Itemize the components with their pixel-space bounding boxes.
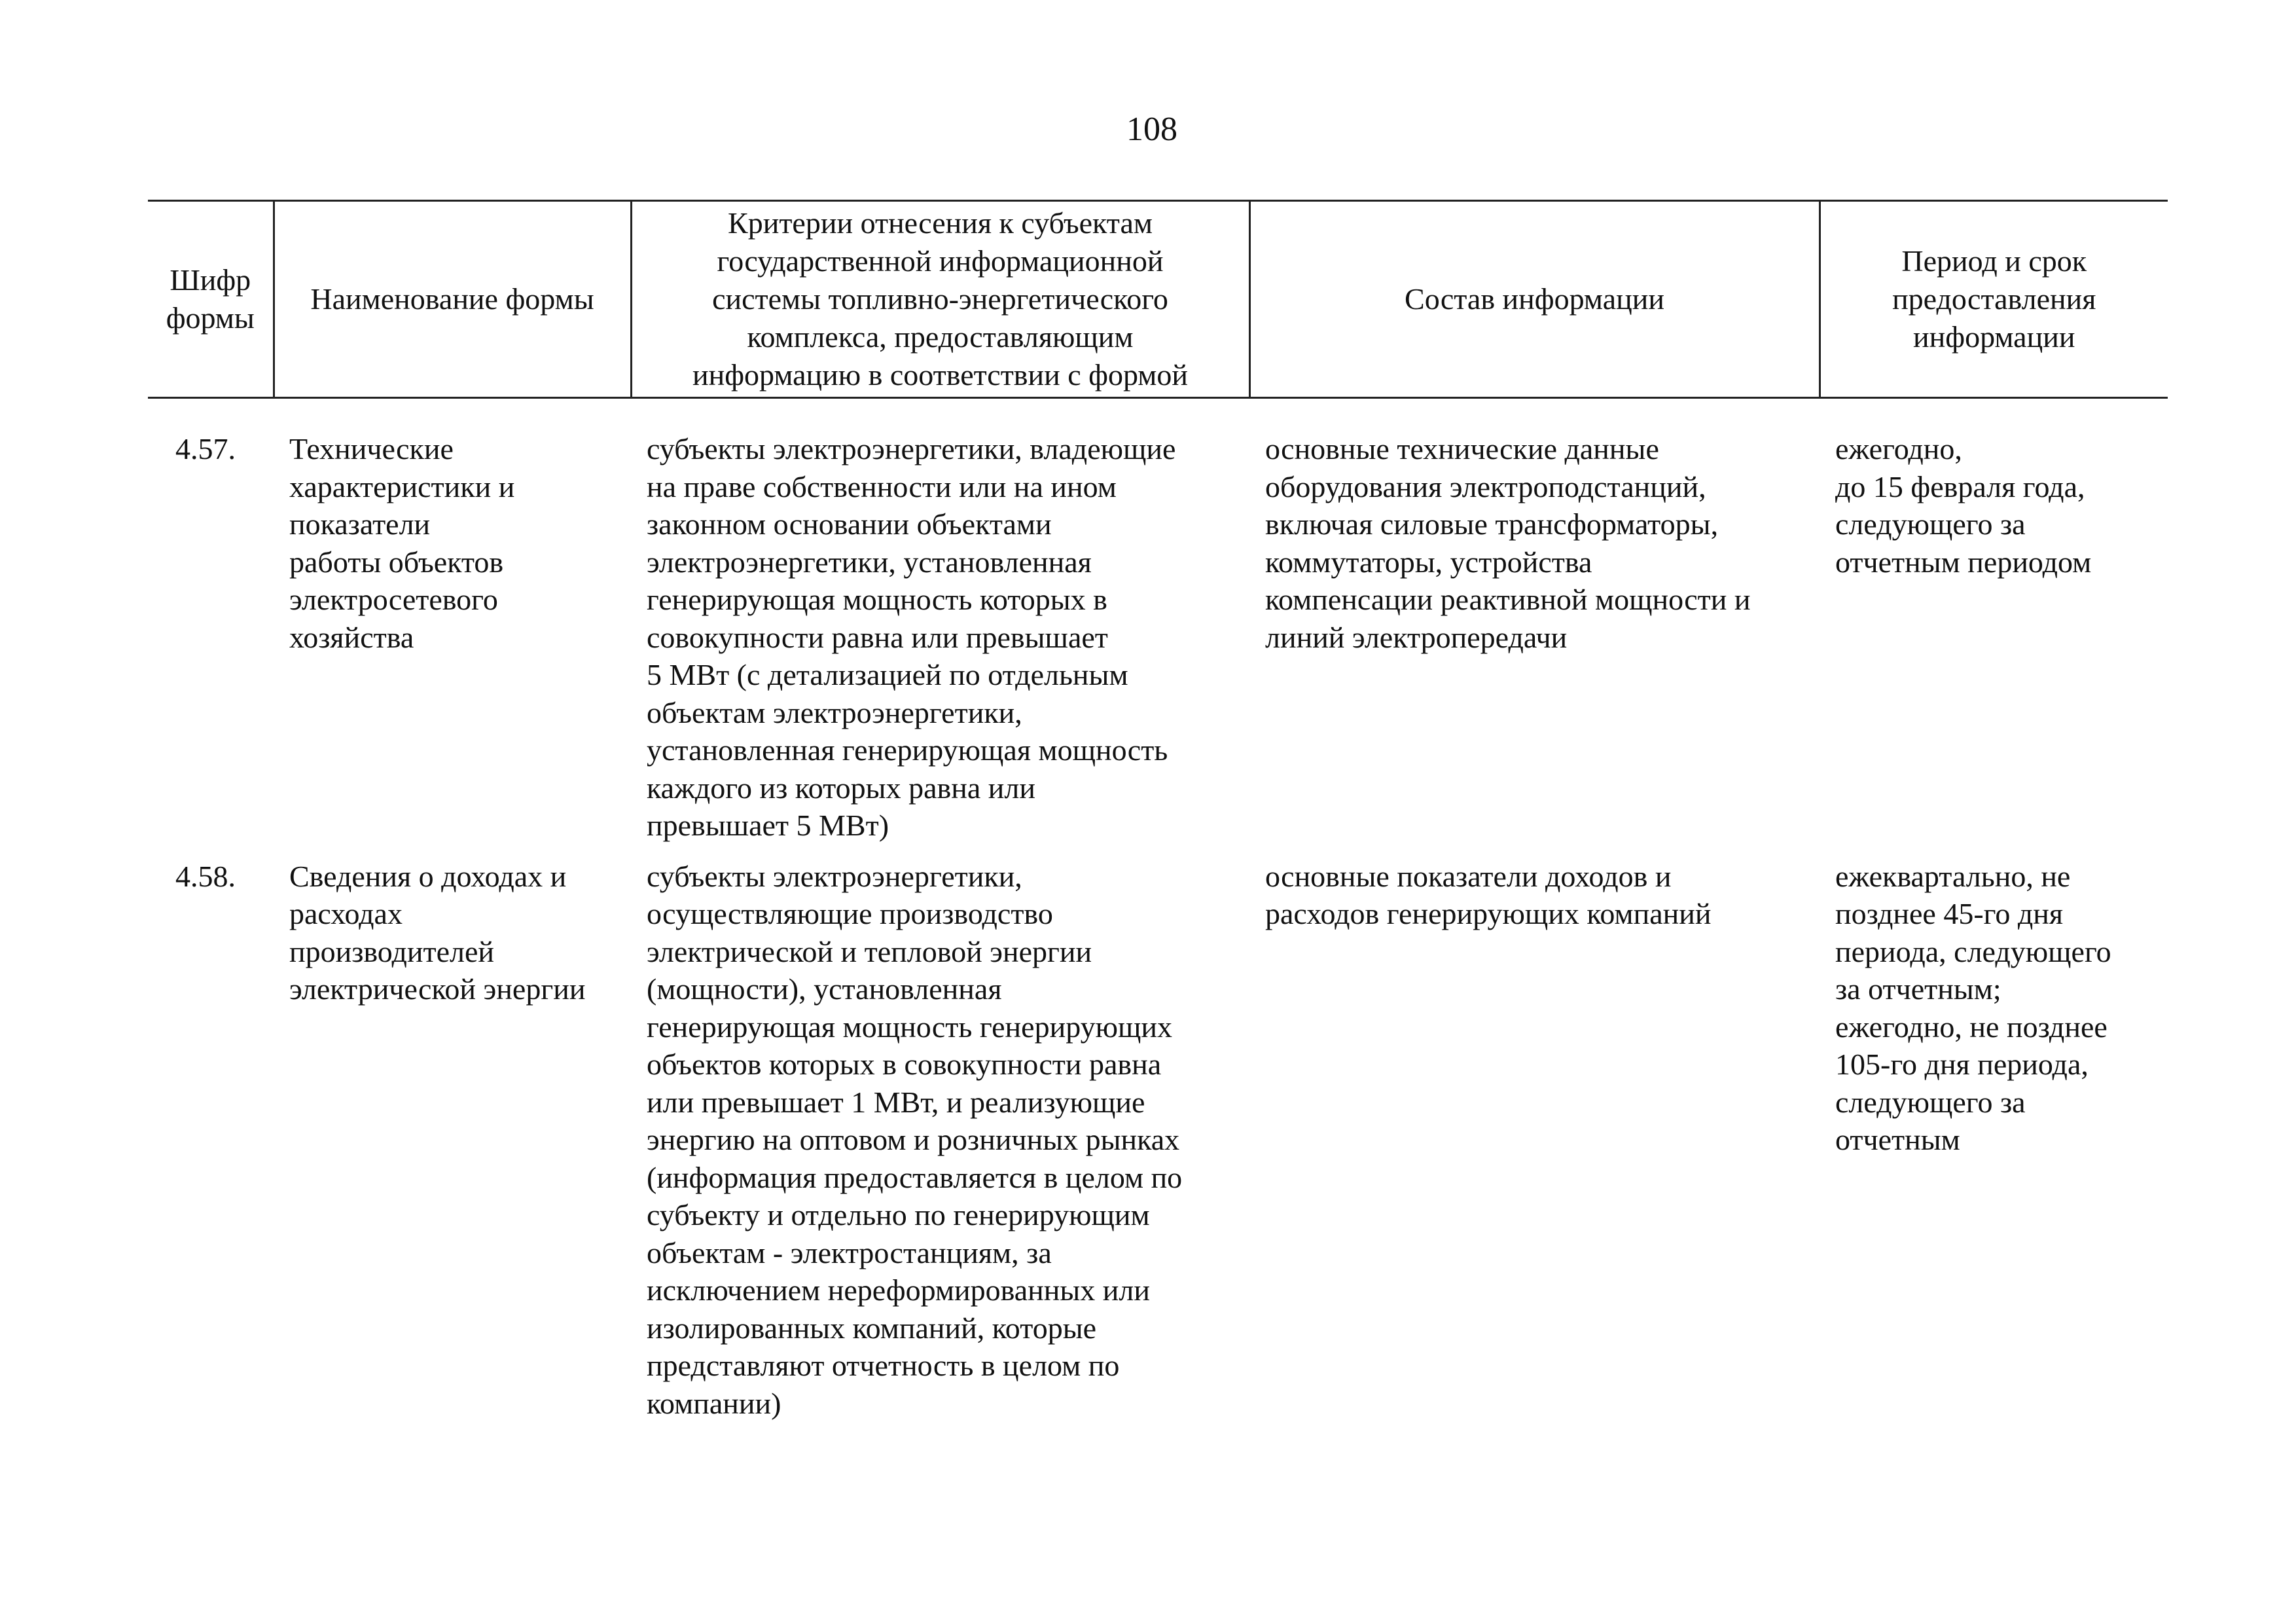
text-line: работы объектов [289,545,504,579]
text-line: отчетным периодом [1835,545,2092,579]
text-line: 105-го дня периода, [1835,1048,2089,1081]
text-line: производителей [289,934,495,968]
text-line: законном основании объектами [647,507,1052,541]
text-line: субъекты электроэнергетики, [647,859,1022,893]
text-line: на праве собственности или на ином [647,469,1117,503]
header-period [1820,201,2168,398]
header-code [148,201,274,398]
text-line: расходов генерирующих компаний [1265,897,1712,930]
text-line: генерирующая мощность генерирующих [647,1010,1173,1044]
page-number: 108 [1126,111,1177,148]
text-line: ежегодно, не позднее [1835,1010,2108,1044]
text-line: следующего за [1835,507,2026,541]
header-line: системы топливно-энергетического [712,282,1168,316]
text-line: 5 МВт (с детализацией по отдельным [647,658,1128,691]
text-line: электрической и тепловой энергии [647,934,1092,968]
text-line: превышает 5 МВт) [647,809,889,842]
text-line: электрической энергии [289,972,586,1006]
header-line: Период и срок [1901,244,2087,278]
table-body [148,398,2168,1423]
text-line: расходах [289,897,403,930]
text-line: осуществляющие производство [647,897,1053,930]
text-line: позднее 45-го дня [1835,897,2064,930]
text-line: каждого из которых равна или [647,771,1035,805]
cell-criteria [631,845,1249,1423]
text-line: основные технические данные [1265,432,1659,465]
forms-table [148,200,2168,1422]
header-criteria [631,201,1249,398]
header-composition [1249,201,1820,398]
cell-code: 4.57. [175,432,236,465]
text-line: оборудования электроподстанций, [1265,469,1706,503]
cell-composition [1249,398,1820,845]
forms-table-container [148,200,2168,1422]
cell-period [1820,845,2168,1423]
header-name [274,201,631,398]
text-line: линий электропередачи [1265,620,1568,654]
text-line: энергию на оптовом и розничных рынках [647,1123,1180,1156]
table-row [148,845,2168,1423]
text-line: периода, следующего [1835,934,2111,968]
text-line: ежеквартально, не [1835,859,2071,893]
text-line: объектов которых в совокупности равна [647,1048,1162,1081]
text-line: коммутаторы, устройства [1265,545,1592,579]
text-line: генерирующая мощность которых в [647,583,1107,616]
header-line: государственной информационной [717,244,1164,278]
text-line: или превышает 1 МВт, и реализующие [647,1085,1145,1119]
header-line: Состав информации [1405,282,1664,316]
text-line: совокупности равна или превышает [647,620,1108,654]
text-line: показатели [289,507,431,541]
text-line: отчетным [1835,1123,1960,1156]
text-line: компенсации реактивной мощности и [1265,583,1751,616]
text-line: Сведения о доходах и [289,859,567,893]
text-line: следующего за [1835,1085,2026,1119]
cell-criteria [631,398,1249,845]
header-line: Критерии отнесения к субъектам [728,206,1153,240]
cell-name [274,398,631,845]
text-line: субъекты электроэнергетики, владеющие [647,432,1176,465]
header-line: Наименование формы [310,282,594,316]
text-line: исключением нереформированных или [647,1273,1150,1307]
header-line: информацию в соответствии с формой [692,358,1189,392]
text-line: субъекту и отдельно по генерирующим [647,1198,1150,1231]
text-line: за отчетным; [1835,972,2001,1006]
cell-name [274,845,631,1423]
text-line: установленная генерирующая мощность [647,733,1168,767]
header-line: Шифр [170,263,251,297]
header-line: информации [1913,320,2075,354]
text-line: объектам электроэнергетики, [647,695,1022,729]
header-line: предоставления [1892,282,2096,316]
table-row [148,398,2168,845]
text-line: объектам - электростанциям, за [647,1235,1052,1269]
header-row [148,201,2168,398]
header-line: комплекса, предоставляющим [747,320,1134,354]
text-line: (мощности), установленная [647,972,1002,1006]
cell-composition [1249,845,1820,1423]
text-line: электросетевого [289,583,498,616]
text-line: характеристики и [289,469,515,503]
text-line: Технические [289,432,454,465]
cell-code: 4.58. [175,859,236,893]
table-header [148,201,2168,398]
text-line: электроэнергетики, установленная [647,545,1092,579]
text-line: компании) [647,1386,781,1420]
text-line: до 15 февраля года, [1835,469,2085,503]
text-line: ежегодно, [1835,432,1962,465]
text-line: (информация предоставляется в целом по [647,1160,1183,1194]
text-line: включая силовые трансформаторы, [1265,507,1719,541]
text-line: изолированных компаний, которые [647,1311,1097,1345]
text-line: основные показатели доходов и [1265,859,1672,893]
text-line: представляют отчетность в целом по [647,1349,1120,1382]
text-line: хозяйства [289,620,414,654]
cell-period [1820,398,2168,845]
header-line: формы [166,301,255,335]
